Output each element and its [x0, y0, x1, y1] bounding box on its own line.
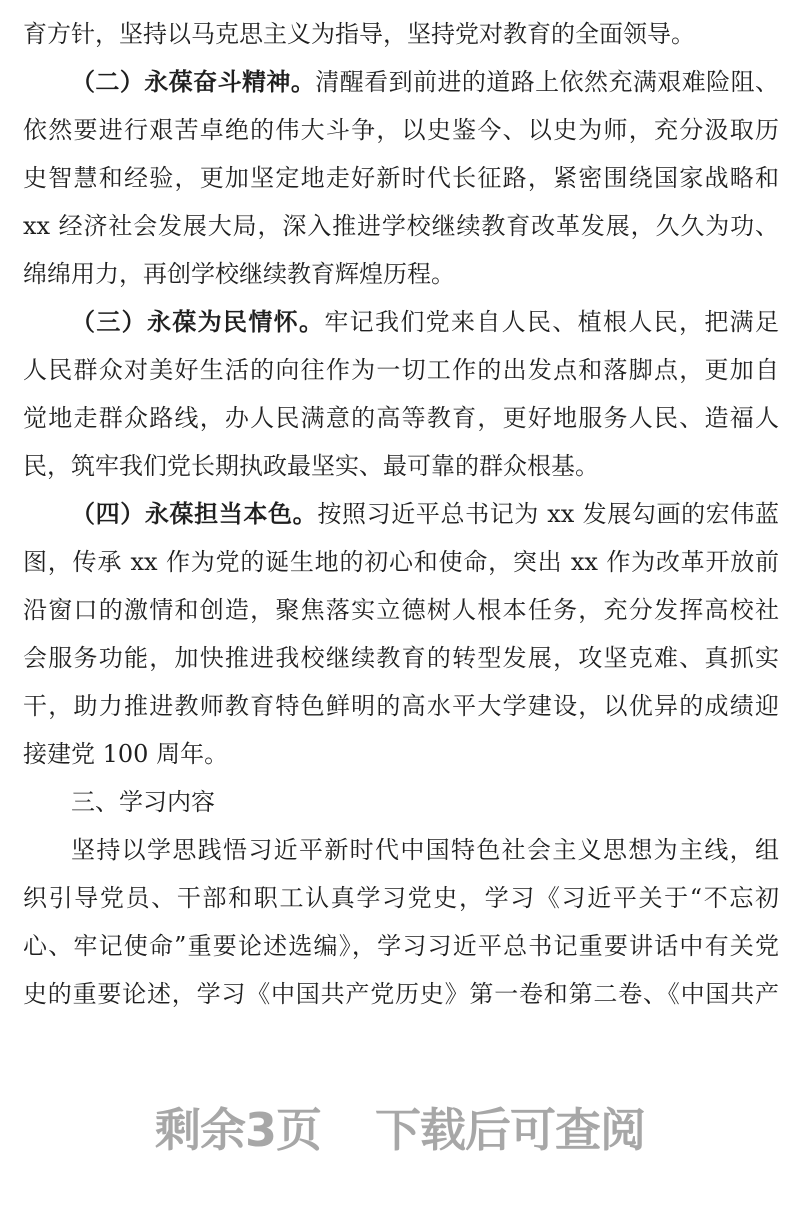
line-text: 依然要进行艰苦卓绝的伟大斗争，以史鉴今、以史为师，充分汲取历 — [23, 116, 779, 144]
line-text: 图，传承 xx 作为党的诞生地的初心和使命，突出 xx 作为改革开放前 — [23, 548, 779, 576]
text-line — [23, 490, 779, 538]
line-text: 绵绵用力，再创学校继续教育辉煌历程。 — [23, 260, 455, 288]
text-line — [23, 634, 779, 682]
section-heading: （二）永葆奋斗精神。 — [71, 67, 316, 96]
line-text: 接建党 100 周年。 — [23, 740, 229, 768]
line-text: 民，筑牢我们党长期执政最坚实、最可靠的群众根基。 — [23, 452, 599, 480]
line-text: 史的重要论述，学习《中国共产党历史》第一卷和第二卷、《中国共产 — [23, 980, 779, 1008]
line-text: 织引导党员、干部和职工认真学习党史，学习《习近平关于“不忘初 — [23, 884, 779, 912]
text-line — [23, 730, 779, 778]
text-line — [23, 970, 779, 1018]
line-text: 沿窗口的激情和创造，聚焦落实立德树人根本任务，充分发挥高校社 — [23, 596, 779, 624]
text-line — [23, 538, 779, 586]
text-line — [23, 250, 779, 298]
line-text: 心、牢记使命”重要论述选编》，学习习近平总书记重要讲话中有关党 — [23, 932, 779, 960]
text-line — [23, 346, 779, 394]
line-text: 觉地走群众路线，办人民满意的高等教育，更好地服务人民、造福人 — [23, 404, 779, 432]
text-line — [23, 442, 779, 490]
download-hint-label: 下载后可查阅 — [375, 1103, 645, 1157]
text-line — [23, 202, 779, 250]
line-text: 牢记我们党来自人民、植根人民，把满足 — [324, 308, 780, 336]
text-line — [23, 154, 779, 202]
section-heading: （四）永葆担当本色。 — [71, 499, 318, 528]
text-line — [23, 778, 779, 826]
line-text: 清醒看到前进的道路上依然充满艰难险阻、 — [315, 68, 780, 96]
text-line — [23, 10, 779, 58]
text-line — [23, 298, 779, 346]
text-line — [23, 874, 779, 922]
remaining-pages-notice — [0, 1102, 800, 1160]
line-text: 会服务功能，加快推进我校继续教育的转型发展，攻坚克难、真抓实 — [23, 644, 779, 672]
remaining-pages-label: 剩余3页 — [154, 1103, 321, 1157]
line-text: 史智慧和经验，更加坚定地走好新时代长征路，紧密围绕国家战略和 — [23, 164, 779, 192]
text-line — [23, 58, 779, 106]
line-text: 坚持以学思践悟习近平新时代中国特色社会主义思想为主线，组 — [71, 836, 779, 864]
text-line — [23, 922, 779, 970]
line-text: 按照习近平总书记为 xx 发展勾画的宏伟蓝 — [317, 500, 779, 528]
text-line — [23, 586, 779, 634]
line-text: 干，助力推进教师教育特色鲜明的高水平大学建设，以优异的成绩迎 — [23, 692, 779, 720]
text-line — [23, 682, 779, 730]
line-text: 人民群众对美好生活的向往作为一切工作的出发点和落脚点，更加自 — [23, 356, 779, 384]
document-body — [23, 10, 779, 1018]
line-text: xx 经济社会发展大局，深入推进学校继续教育改革发展，久久为功、 — [23, 212, 779, 240]
text-line — [23, 826, 779, 874]
line-text: 育方针，坚持以马克思主义为指导，坚持党对教育的全面领导。 — [23, 20, 695, 48]
line-text: 三、学习内容 — [71, 788, 215, 816]
text-line — [23, 394, 779, 442]
section-heading: （三）永葆为民情怀。 — [71, 307, 325, 336]
text-line — [23, 106, 779, 154]
